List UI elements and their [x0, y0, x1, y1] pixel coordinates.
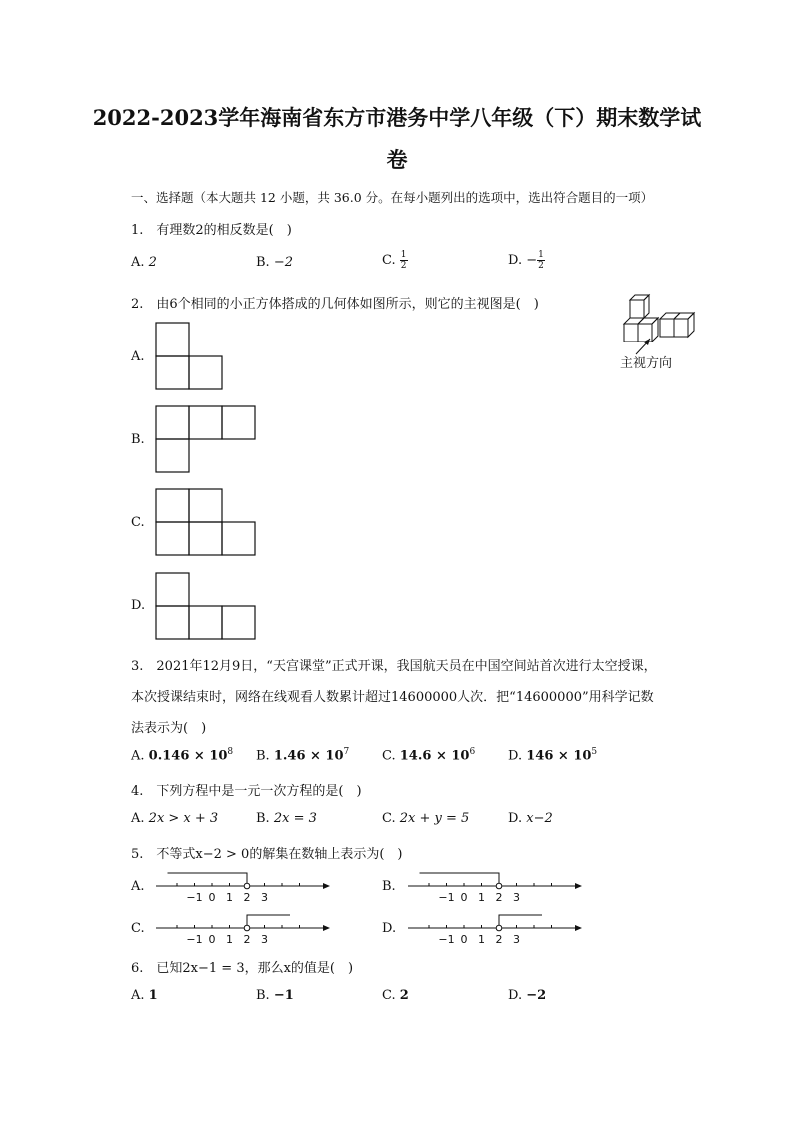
q4-option-c [382, 811, 469, 826]
question-1: 1. 有理数2的相反数是( ) [131, 223, 292, 238]
q2-option-b-grid [155, 405, 257, 473]
q3-option-d [508, 747, 597, 763]
q5-option-c-label: C. [131, 921, 145, 936]
question-2: 2. 由6个相同的小正方体搭成的几何体如图所示，则它的主视图是( ) [131, 297, 539, 312]
tick-label: −1 [438, 933, 455, 946]
solution-ray [420, 873, 500, 886]
open-point [496, 883, 502, 889]
question-6: 6. 已知2x−1 = 3，那么x的值是( ) [131, 961, 354, 976]
q3-option-b [256, 747, 349, 763]
q4-option-b [256, 811, 317, 826]
option-value: 2x + y = 5 [399, 811, 470, 826]
question-3-line-3: 法表示为( ) [131, 721, 207, 736]
solution-ray [247, 915, 290, 928]
option-value: 0.146 × 10 [148, 748, 228, 764]
open-point [244, 925, 250, 931]
q5-option-a-number-line [152, 866, 332, 906]
fraction-numerator: 1 [400, 250, 407, 260]
q5-option-d-number-line [404, 908, 584, 948]
fraction-numerator: 1 [538, 250, 544, 260]
q5-option-c-number-line [152, 908, 332, 948]
option-value: 2 [148, 255, 157, 270]
q5-option-a-label: A. [131, 879, 145, 894]
option-label: D. [508, 988, 523, 1003]
fraction [537, 250, 545, 271]
q6-option-d [508, 988, 546, 1003]
exponent: 6 [469, 747, 476, 757]
option-value: 14.6 × 10 [399, 748, 470, 764]
q6-option-c [382, 988, 409, 1003]
tick-label: 1 [478, 891, 485, 904]
q4-option-a [131, 811, 218, 826]
q5-option-d-label: D. [382, 921, 397, 936]
option-label: B. [256, 748, 270, 764]
tick-label: 2 [243, 933, 251, 946]
q2-option-c-grid [155, 488, 257, 556]
axis-arrow [323, 883, 330, 889]
q1-option-a [131, 255, 157, 270]
q2-option-a-label: A. [131, 349, 145, 364]
question-5: 5. 不等式x−2 > 0的解集在数轴上表示为( ) [131, 847, 403, 862]
section-heading: 一、选择题（本大题共 12 小题，共 36.0 分。在每小题列出的选项中，选出符合题目的一项） [131, 190, 654, 205]
option-value: x−2 [526, 811, 553, 826]
option-value: 1.46 × 10 [273, 748, 344, 764]
q1-option-c [382, 250, 408, 271]
tick-label: 0 [460, 933, 468, 946]
tick-label: 0 [460, 891, 468, 904]
q3-option-a [131, 747, 233, 763]
q4-option-d [508, 811, 553, 826]
option-label: A. [131, 748, 145, 764]
exponent: 5 [591, 747, 598, 757]
axis-arrow [323, 925, 330, 931]
exponent: 7 [343, 747, 350, 757]
fraction-denominator: 2 [538, 261, 544, 271]
q6-option-b [256, 988, 294, 1003]
tick-label: 3 [513, 933, 520, 946]
q5-option-b-label: B. [382, 879, 396, 894]
option-value: −1 [273, 988, 294, 1003]
tick-label: 2 [495, 891, 503, 904]
q5-option-b-number-line [404, 866, 584, 906]
tick-label: 0 [208, 891, 216, 904]
q2-option-a-grid [155, 322, 225, 390]
tick-label: 2 [243, 891, 251, 904]
option-label: A. [131, 255, 145, 270]
q2-option-c-label: C. [131, 515, 145, 530]
axis-arrow [575, 925, 582, 931]
option-label: C. [382, 988, 396, 1003]
option-label: C. [382, 748, 396, 764]
option-label: A. [131, 811, 145, 826]
tick-label: −1 [438, 891, 455, 904]
page-title-continued: 卷 [386, 147, 408, 172]
option-value: 2x = 3 [273, 811, 317, 826]
q1-option-b [256, 255, 293, 270]
option-value: 146 × 10 [526, 748, 592, 764]
tick-label: 3 [513, 891, 520, 904]
option-value: 2 [399, 988, 409, 1003]
q6-option-a [131, 988, 158, 1003]
option-label: D. [508, 748, 523, 764]
fraction-denominator: 2 [400, 261, 407, 271]
question-3-line-2: 本次授课结束时，网络在线观看人数累计超过14600000人次．把“14600000”用科学记数 [131, 690, 654, 705]
fraction [400, 250, 408, 271]
option-label: D. [508, 811, 523, 826]
minus-sign: − [526, 253, 538, 268]
option-label: D. [508, 253, 523, 268]
q2-option-d-label: D. [131, 598, 146, 613]
solution-ray [499, 915, 542, 928]
axis-arrow [575, 883, 582, 889]
option-label: B. [256, 811, 270, 826]
tick-label: 3 [261, 891, 268, 904]
question-4: 4. 下列方程中是一元一次方程的是( ) [131, 784, 362, 799]
option-label: C. [382, 253, 396, 268]
option-label: A. [131, 988, 145, 1003]
q1-option-d [508, 250, 545, 271]
tick-label: −1 [186, 891, 203, 904]
cube-solid-figure [614, 292, 696, 342]
page-title: 2022-2023学年海南省东方市港务中学八年级（下）期末数学试 [92, 105, 702, 130]
solution-ray [168, 873, 248, 886]
tick-label: 1 [478, 933, 485, 946]
tick-label: 0 [208, 933, 216, 946]
q3-option-c [382, 747, 475, 763]
open-point [496, 925, 502, 931]
option-value: 2x > x + 3 [148, 811, 219, 826]
tick-label: −1 [186, 933, 203, 946]
tick-label: 1 [226, 891, 233, 904]
exponent: 8 [227, 747, 234, 757]
option-value: −2 [526, 988, 547, 1003]
option-label: B. [256, 988, 270, 1003]
q2-option-b-label: B. [131, 432, 145, 447]
option-value: −2 [273, 255, 293, 270]
question-3-line-1: 3. 2021年12月9日，“天宫课堂”正式开课，我国航天员在中国空间站首次进行太空授课， [131, 659, 657, 674]
q2-option-d-grid [155, 572, 257, 640]
tick-label: 3 [261, 933, 268, 946]
option-label: B. [256, 255, 270, 270]
figure-caption: 主视方向 [620, 356, 673, 371]
tick-label: 1 [226, 933, 233, 946]
tick-label: 2 [495, 933, 503, 946]
option-label: C. [382, 811, 396, 826]
option-value: 1 [148, 988, 158, 1003]
open-point [244, 883, 250, 889]
